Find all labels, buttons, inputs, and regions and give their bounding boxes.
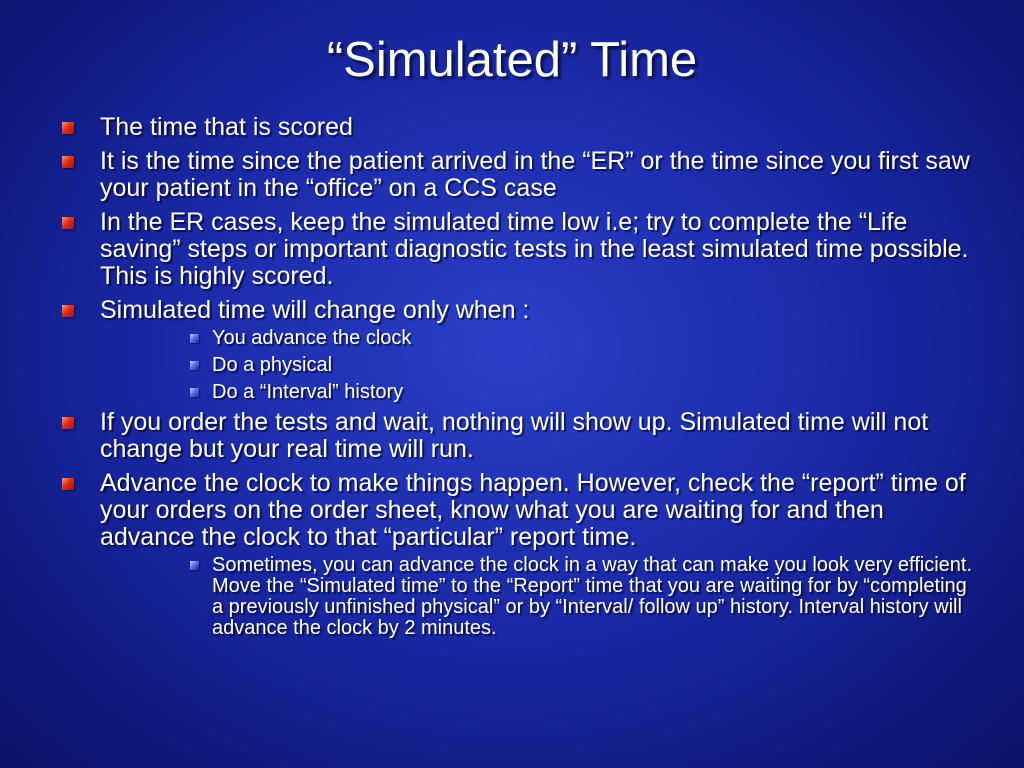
sub-bullet-item xyxy=(190,328,982,349)
small-square-bullet-icon xyxy=(190,334,199,343)
square-bullet-icon xyxy=(62,217,74,229)
bullet-item xyxy=(62,114,982,141)
bullet-text: In the ER cases, keep the simulated time low i.e; try to complete the “Life saving” steps or important diagnostic tests in the least simulated time possible. This is highly scored. xyxy=(100,208,969,290)
square-bullet-icon xyxy=(62,417,74,429)
sub-bullet-text: Do a “Interval” history xyxy=(212,381,404,403)
slide-title: “Simulated” Time xyxy=(326,33,698,87)
bullet-item xyxy=(62,470,982,551)
bullet-item xyxy=(62,297,982,324)
bullet-item xyxy=(62,209,982,290)
sub-bullet-item xyxy=(190,555,982,639)
bullet-item xyxy=(62,409,982,463)
slide-body xyxy=(62,114,982,645)
square-bullet-icon xyxy=(62,478,74,490)
sub-bullet-item xyxy=(190,382,982,403)
sub-bullet-text: Do a physical xyxy=(212,354,333,376)
small-square-bullet-icon xyxy=(190,388,199,397)
small-square-bullet-icon xyxy=(190,361,199,370)
square-bullet-icon xyxy=(62,305,74,317)
square-bullet-icon xyxy=(62,156,74,168)
sub-bullet-text: Sometimes, you can advance the clock in a way that can make you look very efficient. Move the “Simulated time” to the “Report” time that you are waiting for by “completing a previously unfinished physical” or by “Interval/ follow up” history. Interval history will advance the clock by 2 minutes. xyxy=(212,554,973,639)
sub-bullet-item xyxy=(190,355,982,376)
bullet-text: The time that is scored xyxy=(100,113,353,141)
square-bullet-icon xyxy=(62,122,74,134)
sub-bullet-text: You advance the clock xyxy=(212,327,412,349)
bullet-text: If you order the tests and wait, nothing will show up. Simulated time will not change but your real time will run. xyxy=(100,408,929,463)
bullet-text: Advance the clock to make things happen. However, check the “report” time of your orders on the order sheet, know what you are waiting for and then advance the clock to that “particular” report time. xyxy=(100,469,966,551)
bullet-item xyxy=(62,148,982,202)
small-square-bullet-icon xyxy=(190,561,199,570)
bullet-text: Simulated time will change only when : xyxy=(100,296,530,324)
bullet-text: It is the time since the patient arrived in the “ER” or the time since you first saw your patient in the “office” on a CCS case xyxy=(100,147,970,202)
